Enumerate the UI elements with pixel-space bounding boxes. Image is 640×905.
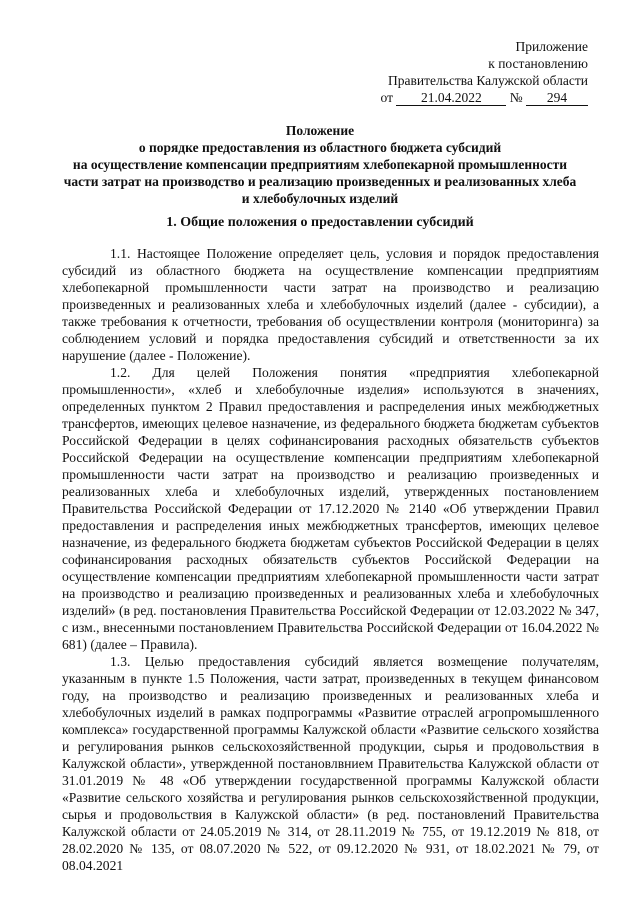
number-sign: № xyxy=(509,90,523,105)
title-line-1: Положение xyxy=(285,123,355,138)
header-to-resolution: к постановлению xyxy=(488,56,588,71)
header-appendix: Приложение xyxy=(515,39,588,54)
title-line-5: и хлебобулочных изделий xyxy=(241,191,399,206)
paragraph-1-3: 1.3. Целью предоставления субсидий является возмещение получателям, указанным в пункте 1.5 Положения, части затрат, произведенных в текущем финансовом году, на производство и реализацию произведенных и реализованных хлеба и хлебобулочных изделий в рамках подпрограммы «Развитие отраслей агропромышленного комплекса» государственной программы Калужской области «Развитие сельского хозяйства и регулирования рынков сельскохозяйственной продукции, сырья и продовольствия в Калужской области», утвержденной постановлвнием Правительства Калужской области от 31.01.2019 № 48 «Об утверждении государственной программы Калужской области «Развитие сельского хозяйства и регулирования рынков сельскохозяйственной продукции, сырья и продовольствия в Калужской области» (в ред. постановлений Правительства Калужской области от 24.05.2019 № 314, от 28.11.2019 № 755, от 19.12.2019 № 818, от 28.02.2020 № 135, от 08.07.2020 № 522, от 09.12.2020 № 931, от 18.02.2021 № 79, от 08.04.2021 xyxy=(62,654,599,873)
document-body xyxy=(62,245,599,874)
header-date-number xyxy=(381,89,589,106)
paragraph-1-1: 1.1. Настоящее Положение определяет цель, условия и порядок предоставления субсидий из областного бюджета на осуществление компенсации предприятиям хлебопекарной промышленности части затрат на производство и реализацию произведенных и реализованных хлеба и хлебобулочных изделий (далее - субсидии), а также требования к отчетности, требования об осуществлении контроля (мониторинга) за соблюдением условий и порядка предоставления субсидий и ответственности за их нарушение (далее - Положение). xyxy=(62,246,599,363)
paragraph-1-2: 1.2. Для целей Положения понятия «предприятия хлебопекарной промышленности», «хлеб и хлебобулочные изделия» используются в значениях, определенных пунктом 2 Правил предоставления и распределения иных межбюджетных трансфертов, имеющих целевое назначение, из федерального бюджета бюджетам субъектов Российской Федерации в целях софинансирования расходных обязательств субъектов Российской Федерации на осуществление компенсации предприятиям хлебопекарной промышленности части затрат на производство и реализацию произведенных и реализованных хлеба и хлебобулочных изделий, утвержденных постановлением Правительства Российской Федерации от 17.12.2020 № 2140 «Об утверждении Правил предоставления и распределения иных межбюджетных трансфертов, имеющих целевое назначение, из федерального бюджета бюджетам субъектов Российской Федерации в целях софинансирования расходных обязательств субъектов Российской Федерации на осуществление компенсации предприятиям хлебопекарной промышленности части затрат на производство и реализацию произведенных и реализованных хлеба и хлебобулочных изделий» (в ред. постановления Правительства Российской Федерации от 12.03.2022 № 347, с изм., внесенными постановлением Правительства Российской Федерации от 16.04.2022 № 681) (далее – Правила). xyxy=(62,365,599,652)
resolution-number: 294 xyxy=(526,90,588,106)
document-header xyxy=(381,38,589,106)
title-line-4: части затрат на производство и реализацию произведенных и реализованных хлеба xyxy=(63,174,577,189)
resolution-date: 21.04.2022 xyxy=(396,90,506,106)
document-title xyxy=(40,122,600,207)
title-line-3: на осуществление компенсации предприятиям хлебопекарной промышленности xyxy=(72,157,568,172)
title-line-2: о порядке предоставления из областного бюджета субсидий xyxy=(138,140,502,155)
from-label: от xyxy=(380,90,393,105)
header-government: Правительства Калужской области xyxy=(387,73,588,88)
section-title: 1. Общие положения о предоставлении субсидий xyxy=(166,215,474,230)
